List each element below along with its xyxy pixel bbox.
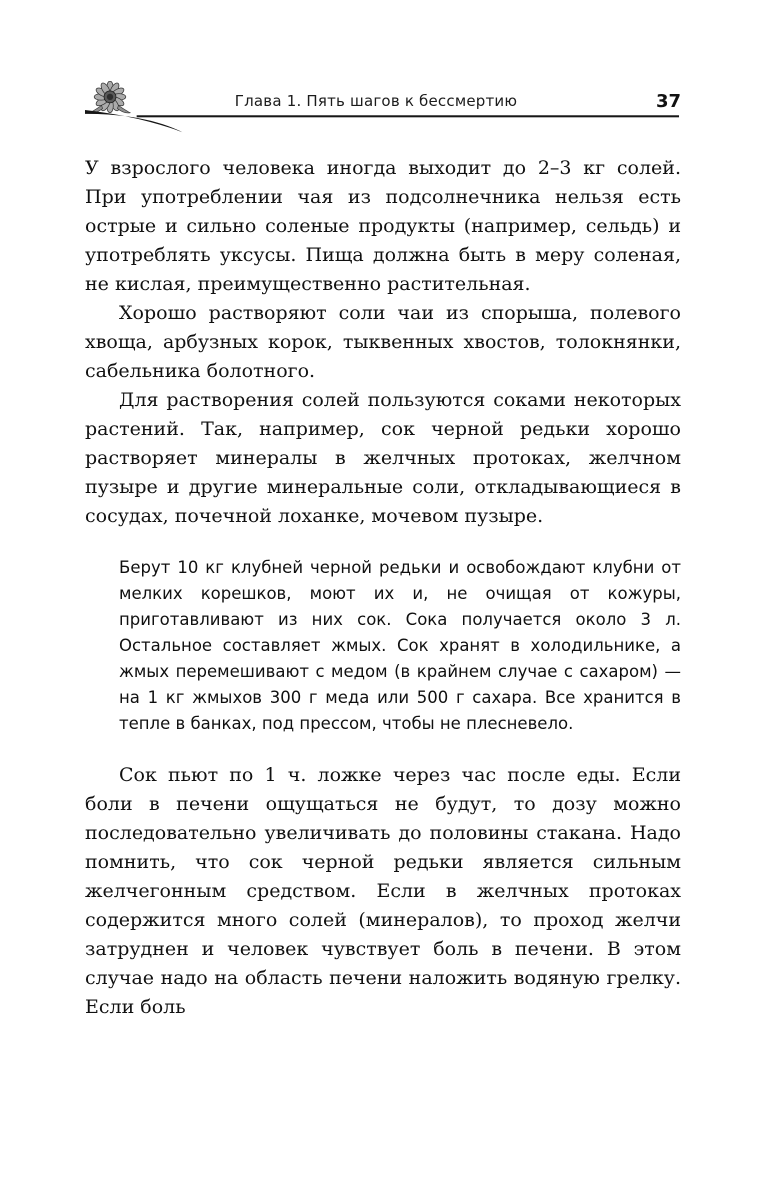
page-body — [85, 154, 681, 1022]
paragraph: Сок пьют по 1 ч. ложке через час после еды. Если боли в печени ощущаться не будут, то дозу можно последовательно увеличивать до половины стакана. Надо помнить, что сок черной редьки является сильным желчегонным средством. Если в желчных протоках содержится много солей (минералов), то проход желчи затруднен и человек чувствует боль в печени. В этом случае надо на область печени наложить водяную грелку. Если боль — [85, 764, 681, 1018]
page-number: 37 — [655, 90, 681, 112]
header-swoosh-rule — [85, 110, 681, 134]
recipe-block: Берут 10 кг клубней черной редьки и освобождают клубни от мелких корешков, моют их и, не очищая от кожуры, приготавливают из них сок. Сока получается около 3 л. Остальное составляет жмых. Сок хранят в холодильнике, а жмых перемешивают с медом (в крайнем случае с сахаром) — на 1 кг жмыхов 300 г меда или 500 г сахара. Все хранится в тепле в банках, под прессом, чтобы не плесневело. — [119, 558, 681, 733]
paragraph: Хорошо растворяют соли чаи из спорыша, полевого хвоща, арбузных корок, тыквенных хвостов, толокнянки, сабельника болотного. — [85, 302, 681, 382]
paragraph: У взрослого человека иногда выходит до 2–3 кг солей. При употреблении чая из подсолнечника нельзя есть острые и сильно соленые продукты (например, сельдь) и употреблять уксусы. Пища должна быть в меру соленая, не кислая, преимущественно растительная. — [85, 157, 681, 295]
paragraph: Для растворения солей пользуются соками некоторых растений. Так, например, сок черной редьки хорошо растворяет минералы в желчных протоках, желчном пузыре и другие минеральные соли, откладывающиеся в сосудах, почечной лоханке, мочевом пузыре. — [85, 389, 681, 527]
chapter-title: Глава 1. Пять шагов к бессмертию — [234, 92, 518, 110]
running-head — [85, 84, 681, 136]
